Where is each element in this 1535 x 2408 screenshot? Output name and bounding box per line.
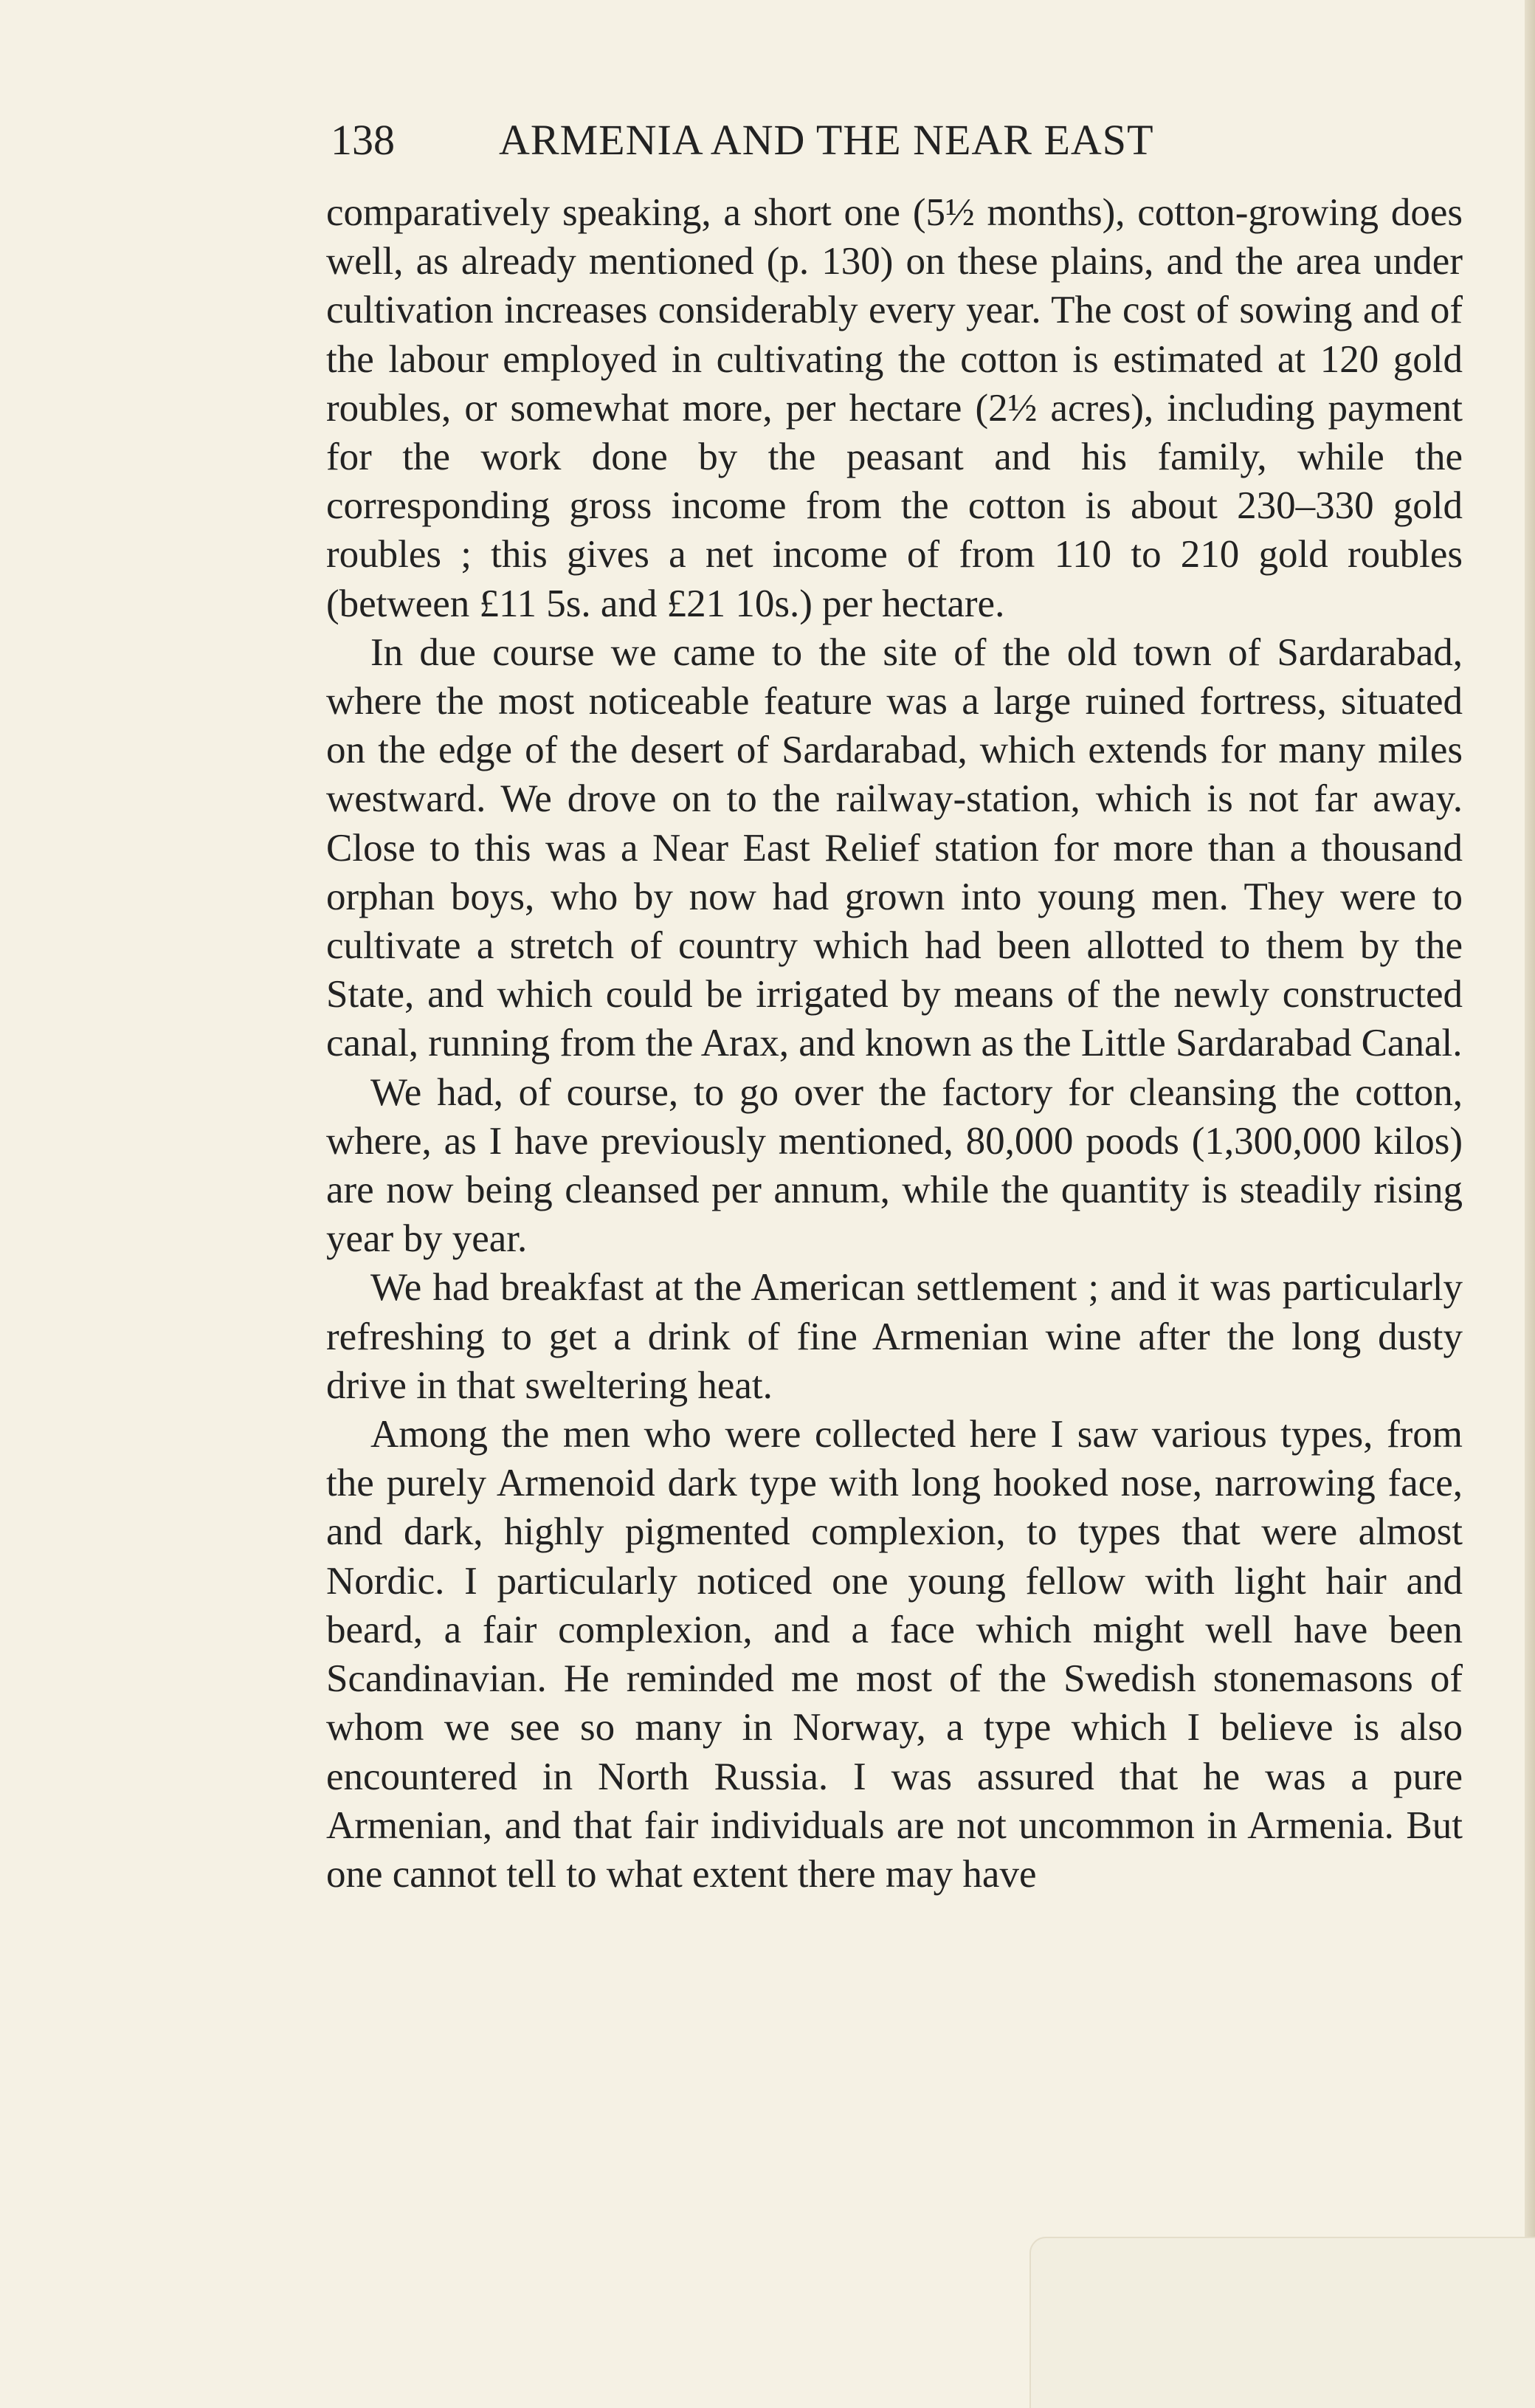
- paragraph-3: We had, of course, to go over the factory for cleansing the cotton, where, as I have previously mentioned, 80,000 poods (1,300,000 kilos) are now being cleansed per annum, while the quantity is steadily rising year by year.: [326, 1070, 1463, 1261]
- paragraph-1: comparatively speaking, a short one (5½ months), cotton-growing does well, as already mentioned (p. 130) on these plains, and the area under cultivation increases considerably every year. The cost of sowing and of the labour employed in cultivating the cotton is estimated at 120 gold roubles, or somewhat more, per hectare (2½ acres), including payment for the work done by the peasant and his family, while the corresponding gross income from the cotton is about 230–330 gold roubles ; this gives a net income of from 110 to 210 gold roubles (between £11 5s. and £21 10s.) per hectare.: [326, 191, 1463, 625]
- body-text: [326, 188, 1463, 1899]
- page-number: 138: [331, 116, 395, 164]
- running-head: ARMENIA AND THE NEAR EAST: [499, 116, 1154, 164]
- page-edge: [1525, 0, 1535, 2395]
- paragraph-4: We had breakfast at the American settlement ; and it was particularly refreshing to get a drink of fine Armenian wine after the long dusty drive in that sweltering heat.: [326, 1266, 1463, 1407]
- page-header: [331, 111, 1283, 170]
- page-corner-shadow: [1029, 2237, 1535, 2408]
- paragraph-2: In due course we came to the site of the old town of Sardarabad, where the most noticeable feature was a large ruined fortress, situated on the edge of the desert of Sardarabad, which extends for many miles westward. We drove on to the railway-station, which is not far away. Close to this was a Near East Relief station for more than a thousand orphan boys, who by now had grown into young men. They were to cultivate a stretch of country which had been allotted to them by the State, and which could be irrigated by means of the newly constructed canal, running from the Arax, and known as the Little Sardarabad Canal.: [326, 630, 1463, 1065]
- paragraph-5: Among the men who were collected here I saw various types, from the purely Armenoid dark type with long hooked nose, narrowing face, and dark, highly pigmented complexion, to types that were almost Nordic. I particularly noticed one young fellow with light hair and beard, a fair complexion, and a face which might well have been Scandinavian. He reminded me most of the Swedish stonemasons of whom we see so many in Norway, a type which I believe is also encountered in North Russia. I was assured that he was a pure Armenian, and that fair individuals are not uncommon in Armenia. But one cannot tell to what extent there may have: [326, 1413, 1463, 1896]
